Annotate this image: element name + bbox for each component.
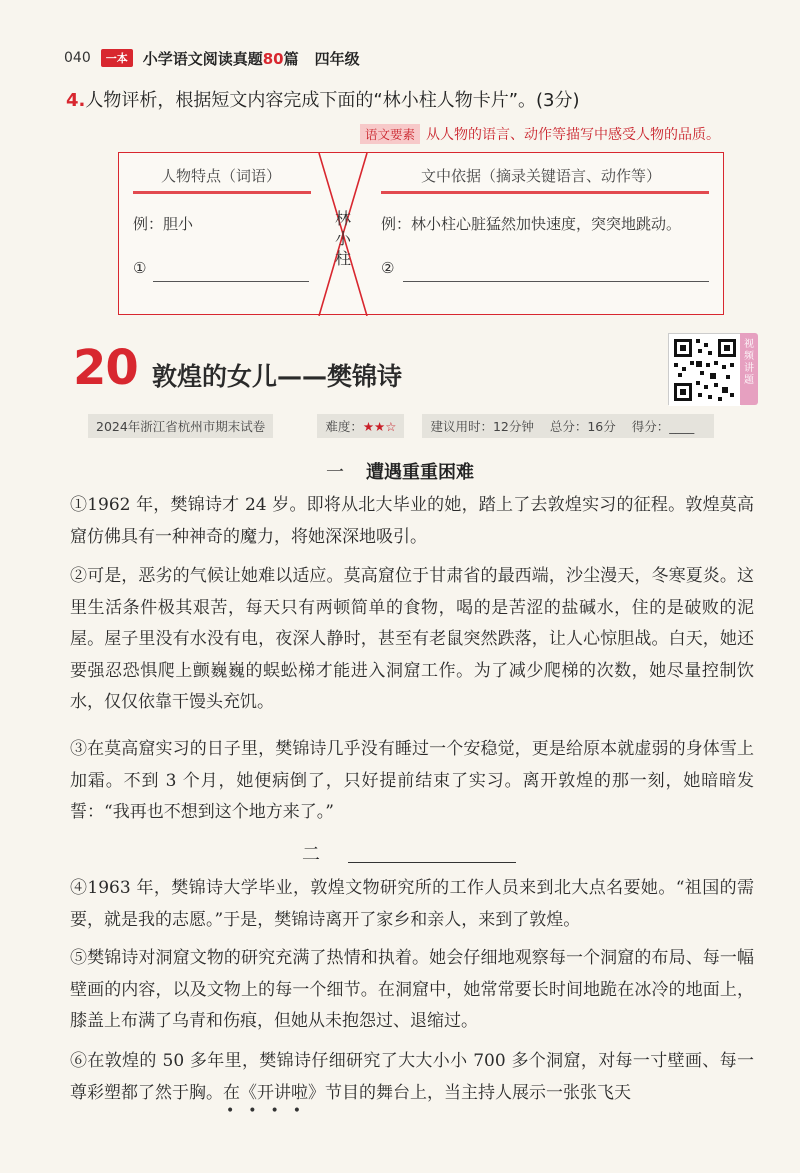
brand-logo: 一本 <box>101 49 133 67</box>
exam-meta-bar <box>88 414 714 438</box>
grade-label: 四年级 <box>314 49 360 68</box>
language-element-tag: 语文要素 <box>360 124 420 144</box>
video-explain-tab[interactable]: 视频讲题 <box>740 333 758 405</box>
exam-source: 2024年浙江省杭州市期末试卷 <box>88 414 273 438</box>
series-title: 小学语文阅读真题80篇 <box>142 49 299 68</box>
section-2-title-blank[interactable] <box>348 862 516 863</box>
question-text: 人物评析，根据短文内容完成下面的“林小柱人物卡片”。(3分) <box>85 90 580 111</box>
section-2-title: 二 <box>302 844 320 865</box>
evidence-header-rule <box>381 191 709 194</box>
character-name: 林 小 柱 <box>334 209 351 268</box>
page-header <box>64 46 360 70</box>
language-element-note <box>360 124 720 144</box>
evidence-example: 例：林小柱心脏猛然加快速度，突突地跳动。 <box>381 215 682 233</box>
paragraph-4: ④1963 年，樊锦诗大学毕业，敦煌文物研究所的工作人员来到北大点名要她。“祖国的需要，就是我的志愿。”于是，樊锦诗离开了家乡和亲人，来到了敦煌。 <box>70 878 754 930</box>
trait-example: 例：胆小 <box>133 215 194 233</box>
evidence-blank-marker: ② <box>381 259 395 277</box>
trait-header: 人物特点（词语） <box>161 167 282 185</box>
paragraph-6: ⑥在敦煌的 50 多年里，樊锦诗仔细研究了大大小小 700 多个洞窟，对每一寸壁画、每一尊彩塑都了然于胸。在《开讲啦》节目的舞台上，当主持人展示一张张飞天 <box>70 1051 754 1103</box>
score-field: 得分：____ <box>631 419 695 434</box>
character-card <box>118 152 724 315</box>
suggested-time: 建议用时：12分钟 <box>430 419 534 434</box>
paragraph-3: ③在莫高窟实习的日子里，樊锦诗几乎没有睡过一个安稳觉，更是给原本就虚弱的身体雪上加霜。不到 3 个月，她便病倒了，只好提前结束了实习。离开敦煌的那一刻，她暗暗发誓：“我再也不想到这个地方来了。” <box>70 739 754 822</box>
question-4 <box>66 86 580 112</box>
language-element-text: 从人物的语言、动作等描写中感受人物的品质。 <box>426 127 721 143</box>
difficulty: 难度：★★☆ <box>317 414 404 438</box>
trait-header-rule <box>133 191 311 194</box>
story-number: 20 <box>73 340 138 396</box>
evidence-header: 文中依据（摘录关键语言、动作等） <box>421 167 662 185</box>
paragraph-2: ②可是，恶劣的气候让她难以适应。莫高窟位于甘肃省的最西端，沙尘漫天，冬寒夏炎。这里生活条件极其艰苦，每天只有两顿简单的食物，喝的是苦涩的盐碱水，住的是破败的泥屋。屋子里没有水没有电，夜深人静时，甚至有老鼠突然跌落，让人心惊胆战。白天，她还要强忍恐惧爬上颤巍巍的蜈蚣梯才能进入洞窟工作。为了减少爬梯的次数，她尽量控制饮水，仅仅依靠干馒头充饥。 <box>70 566 754 712</box>
story-title: 敦煌的女儿——樊锦诗 <box>152 362 403 391</box>
trait-blank-marker: ① <box>133 259 147 277</box>
paragraph-5: ⑤樊锦诗对洞窟文物的研究充满了热情和执着。她会仔细地观察每一个洞窟的布局、每一幅壁画的内容，以及文物上的每一个细节。在洞窟中，她常常要长时间地跪在冰冷的地面上，膝盖上布满了乌青和伤痕，但她从未抱怨过、退缩过。 <box>70 948 754 1031</box>
question-number: 4. <box>66 90 86 111</box>
evidence-answer-line[interactable] <box>403 281 709 282</box>
total-score: 总分：16分 <box>549 419 616 434</box>
emphasis-dots: •••• <box>226 1103 316 1119</box>
trait-answer-line[interactable] <box>153 281 309 282</box>
section-1-title: 一 遭遇重重困难 <box>326 462 474 483</box>
qr-code-icon <box>669 334 741 406</box>
page-number: 040 <box>64 50 91 66</box>
paragraph-1: ①1962 年，樊锦诗才 24 岁。即将从北大毕业的她，踏上了去敦煌实习的征程。敦煌莫高窟仿佛具有一种神奇的魔力，将她深深地吸引。 <box>70 495 754 547</box>
time-score-info <box>422 414 714 438</box>
difficulty-stars: ★★☆ <box>362 419 397 434</box>
qr-code[interactable] <box>668 333 740 405</box>
